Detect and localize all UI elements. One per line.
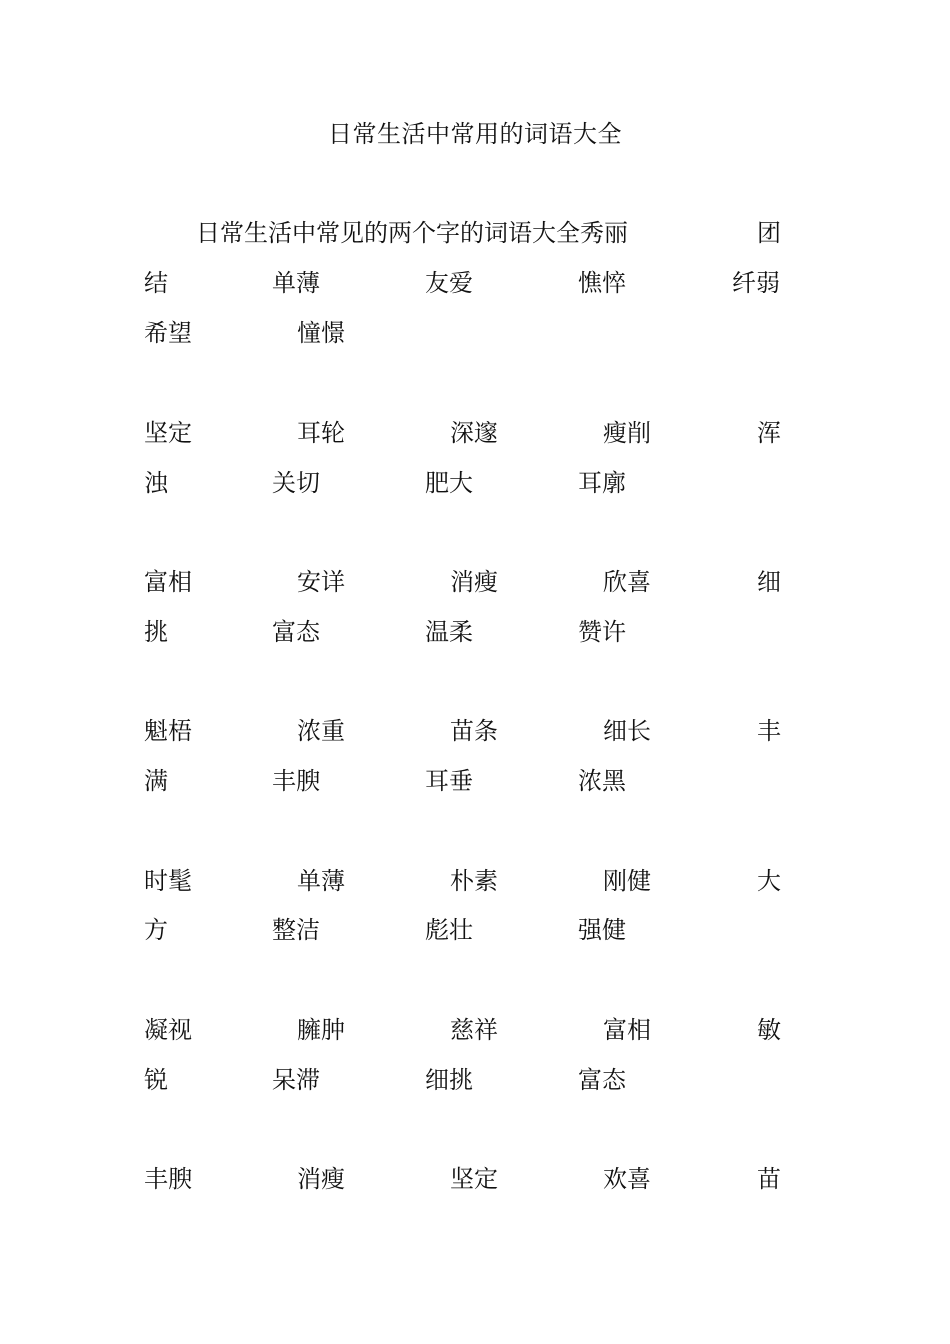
word-item: 单薄 xyxy=(272,269,320,297)
word-item: 苗 xyxy=(757,1165,781,1193)
word-item: 强健 xyxy=(578,916,626,944)
word-item: 敏 xyxy=(757,1016,781,1044)
word-item: 大 xyxy=(757,867,781,895)
word-item: 消瘦 xyxy=(450,568,498,596)
word-item: 富相 xyxy=(603,1016,651,1044)
word-item: 欣喜 xyxy=(603,568,651,596)
word-item: 臃肿 xyxy=(297,1016,345,1044)
word-item: 赞许 xyxy=(578,618,626,646)
word-item: 憧憬 xyxy=(297,319,345,347)
document-title: 日常生活中常用的词语大全 xyxy=(328,120,622,148)
word-item: 坚定 xyxy=(450,1165,498,1193)
word-item: 希望 xyxy=(144,319,192,347)
word-item: 富态 xyxy=(272,618,320,646)
word-item: 方 xyxy=(144,916,168,944)
word-item: 安详 xyxy=(297,568,345,596)
word-item: 浓重 xyxy=(297,717,345,745)
word-item: 朴素 xyxy=(450,867,498,895)
word-item: 结 xyxy=(144,269,168,297)
word-item: 深邃 xyxy=(450,419,498,447)
word-item: 富相 xyxy=(144,568,192,596)
word-item: 坚定 xyxy=(144,419,192,447)
word-item: 整洁 xyxy=(272,916,320,944)
word-item: 时髦 xyxy=(144,867,192,895)
word-item: 慈祥 xyxy=(450,1016,498,1044)
word-item: 丰腴 xyxy=(272,767,320,795)
word-item: 满 xyxy=(144,767,168,795)
word-item: 彪壮 xyxy=(425,916,473,944)
word-item: 憔悴 xyxy=(578,269,626,297)
word-item: 丰 xyxy=(757,717,781,745)
word-item: 凝视 xyxy=(144,1016,192,1044)
word-item: 关切 xyxy=(272,469,320,497)
word-item: 纤弱 xyxy=(732,269,780,297)
word-item: 浓黑 xyxy=(578,767,626,795)
word-item: 温柔 xyxy=(425,618,473,646)
word-item: 细 xyxy=(757,568,781,596)
word-item: 耳垂 xyxy=(425,767,473,795)
word-item: 单薄 xyxy=(297,867,345,895)
word-item: 富态 xyxy=(578,1066,626,1094)
word-item: 耳廓 xyxy=(578,469,626,497)
word-item: 瘦削 xyxy=(603,419,651,447)
word-item: 刚健 xyxy=(603,867,651,895)
word-item: 消瘦 xyxy=(297,1165,345,1193)
intro-line: 日常生活中常见的两个字的词语大全秀丽 xyxy=(196,219,628,247)
word-item: 苗条 xyxy=(450,717,498,745)
word-item: 锐 xyxy=(144,1066,168,1094)
word-item: 细挑 xyxy=(425,1066,473,1094)
word-item: 团 xyxy=(757,219,781,247)
word-item: 浑 xyxy=(757,419,781,447)
word-item: 浊 xyxy=(144,469,168,497)
word-item: 魁梧 xyxy=(144,717,192,745)
word-item: 肥大 xyxy=(425,469,473,497)
word-item: 挑 xyxy=(144,618,168,646)
word-item: 耳轮 xyxy=(297,419,345,447)
word-item: 欢喜 xyxy=(603,1165,651,1193)
word-item: 呆滞 xyxy=(272,1066,320,1094)
word-item: 丰腴 xyxy=(144,1165,192,1193)
word-item: 友爱 xyxy=(425,269,473,297)
word-item: 细长 xyxy=(603,717,651,745)
